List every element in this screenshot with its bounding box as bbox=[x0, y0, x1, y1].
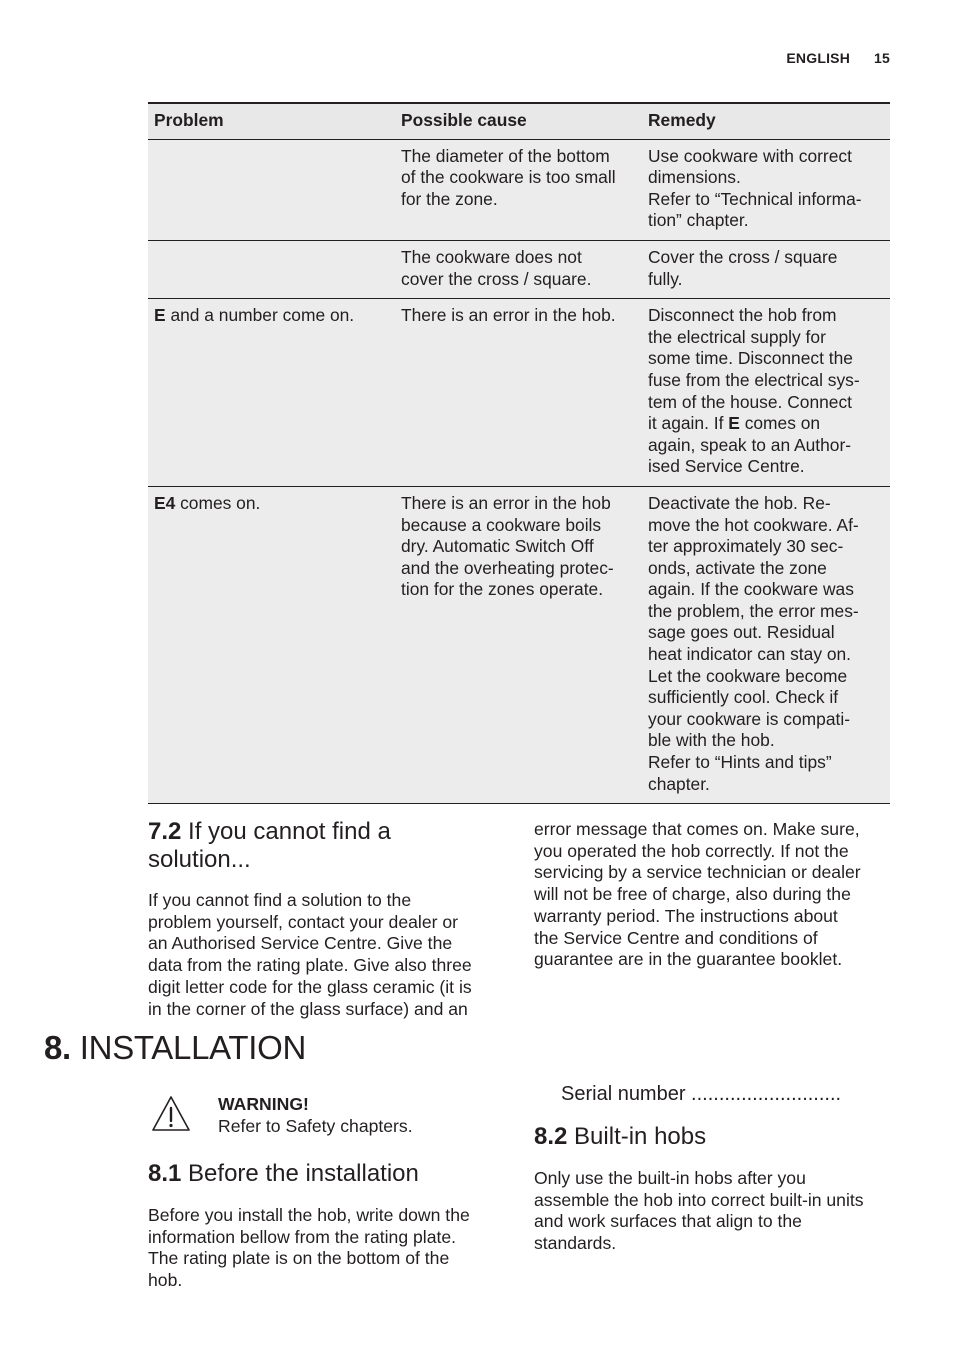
body-line: will not be free of charge, also during the bbox=[534, 884, 851, 905]
section-title: solution... bbox=[148, 846, 251, 873]
troubleshooting-table bbox=[148, 102, 890, 804]
remedy-line: onds, activate the zone bbox=[648, 557, 827, 578]
remedy-line: Refer to “Hints and tips” bbox=[648, 752, 832, 773]
chapter-heading bbox=[44, 1028, 306, 1068]
remedy-line: Deactivate the hob. Re- bbox=[648, 492, 831, 513]
section-body bbox=[148, 890, 498, 1020]
remedy-line: sufficiently cool. Check if bbox=[648, 687, 839, 708]
warning-message: Refer to Safety chapters. bbox=[218, 1115, 413, 1136]
error-code: E bbox=[728, 413, 740, 434]
section-number: 8.1 bbox=[148, 1160, 182, 1187]
remedy-line: Refer to “Technical informa- bbox=[648, 188, 862, 209]
section-heading bbox=[148, 818, 498, 874]
warning-triangle-icon bbox=[150, 1094, 192, 1134]
section-number: 8.2 bbox=[534, 1123, 568, 1150]
body-line: and work surfaces that align to the bbox=[534, 1211, 802, 1232]
body-line: standards. bbox=[534, 1233, 617, 1254]
body-line: problem yourself, contact your dealer or bbox=[148, 911, 458, 932]
remedy-cell bbox=[642, 486, 890, 803]
remedy-line: sage goes out. Residual bbox=[648, 622, 835, 643]
column-header-remedy: Remedy bbox=[642, 103, 890, 139]
table-row bbox=[148, 139, 890, 240]
remedy-line: ble with the hob. bbox=[648, 730, 775, 751]
remedy-line: the electrical supply for bbox=[648, 326, 826, 347]
cause-line: The cookware does not bbox=[401, 246, 582, 267]
body-line: Before you install the hob, write down the bbox=[148, 1205, 470, 1225]
table-row bbox=[148, 486, 890, 803]
remedy-line: some time. Disconnect the bbox=[648, 348, 853, 369]
warning-title: WARNING! bbox=[218, 1094, 309, 1114]
cause-line: tion for the zones operate. bbox=[401, 579, 604, 600]
page-number: 15 bbox=[874, 50, 890, 66]
cause-line: because a cookware boils bbox=[401, 514, 602, 535]
remedy-line: tion” chapter. bbox=[648, 210, 749, 231]
section-heading bbox=[534, 1123, 894, 1151]
cause-line: dry. Automatic Switch Off bbox=[401, 536, 594, 557]
cause-cell bbox=[395, 486, 642, 803]
language-label: ENGLISH bbox=[786, 50, 851, 66]
body-line: the Service Centre and conditions of bbox=[534, 927, 818, 948]
cause-cell bbox=[395, 139, 642, 240]
chapter-number: 8. bbox=[44, 1029, 71, 1066]
remedy-line: heat indicator can stay on. bbox=[648, 644, 852, 665]
cause-cell bbox=[395, 240, 642, 298]
body-line: Only use the built-in hobs after you bbox=[534, 1168, 806, 1188]
cause-line: cover the cross / square. bbox=[401, 268, 592, 289]
section-7-2-continued bbox=[534, 819, 894, 971]
body-line: guarantee are in the guarantee booklet. bbox=[534, 949, 843, 970]
serial-number-field: Serial number ........................... bbox=[561, 1083, 842, 1105]
remedy-line: again, speak to an Author- bbox=[648, 434, 852, 455]
cause-line: There is an error in the hob. bbox=[401, 305, 616, 326]
table-row bbox=[148, 240, 890, 298]
cause-cell bbox=[395, 299, 642, 487]
section-heading bbox=[148, 1160, 508, 1188]
section-body bbox=[534, 1168, 894, 1255]
body-line: error message that comes on. Make sure, bbox=[534, 819, 860, 839]
remedy-line: Let the cookware become bbox=[648, 665, 848, 686]
problem-cell bbox=[148, 240, 395, 298]
remedy-line: Cover the cross / square bbox=[648, 246, 838, 267]
warning-text bbox=[218, 1094, 413, 1137]
cause-line: for the zone. bbox=[401, 188, 498, 209]
problem-cell bbox=[148, 139, 395, 240]
body-line: servicing by a service technician or dealer bbox=[534, 862, 861, 883]
problem-code: E4 bbox=[154, 492, 176, 513]
section-title: If you cannot find a bbox=[181, 818, 391, 845]
table-row bbox=[148, 299, 890, 487]
remedy-line: ter approximately 30 sec- bbox=[648, 536, 844, 557]
remedy-line: fuse from the electrical sys- bbox=[648, 369, 860, 390]
body-line: data from the rating plate. Give also three bbox=[148, 955, 472, 976]
remedy-line: Use cookware with correct bbox=[648, 145, 852, 166]
problem-cell bbox=[148, 486, 395, 803]
remedy-cell bbox=[642, 240, 890, 298]
cause-line: and the overheating protec- bbox=[401, 557, 614, 578]
body-line: warranty period. The instructions about bbox=[534, 905, 838, 926]
body-line: digit letter code for the glass ceramic (it is bbox=[148, 976, 472, 997]
remedy-line: again. If the cookware was bbox=[648, 579, 854, 600]
problem-text: and a number come on. bbox=[165, 305, 355, 326]
cause-line: There is an error in the hob bbox=[401, 492, 611, 513]
remedy-line: ised Service Centre. bbox=[648, 456, 805, 477]
cause-line: of the cookware is too small bbox=[401, 167, 616, 188]
problem-text: comes on. bbox=[175, 492, 261, 513]
body-line: in the corner of the glass surface) and an bbox=[148, 998, 468, 1019]
body-line: information bellow from the rating plate. bbox=[148, 1226, 457, 1247]
remedy-line: Disconnect the hob from bbox=[648, 305, 837, 326]
body-line: an Authorised Service Centre. Give the bbox=[148, 933, 453, 954]
body-line: you operated the hob correctly. If not the bbox=[534, 840, 849, 861]
body-line: If you cannot find a solution to the bbox=[148, 890, 412, 910]
column-header-problem: Problem bbox=[148, 103, 395, 139]
section-body bbox=[148, 1205, 508, 1292]
cause-line: The diameter of the bottom bbox=[401, 145, 610, 166]
body-line: The rating plate is on the bottom of the bbox=[148, 1248, 450, 1269]
section-title: Before the installation bbox=[181, 1160, 419, 1187]
remedy-text: it again. If bbox=[648, 413, 729, 434]
remedy-line: tem of the house. Connect bbox=[648, 391, 852, 412]
section-7-2 bbox=[148, 818, 498, 1020]
table-header-row bbox=[148, 103, 890, 139]
section-number: 7.2 bbox=[148, 818, 182, 845]
remedy-line: your cookware is compati- bbox=[648, 708, 850, 729]
column-header-cause: Possible cause bbox=[395, 103, 642, 139]
remedy-text: comes on bbox=[739, 413, 821, 434]
section-title: Built-in hobs bbox=[567, 1123, 707, 1150]
remedy-cell bbox=[642, 299, 890, 487]
chapter-title: INSTALLATION bbox=[70, 1029, 307, 1066]
remedy-line: move the hot cookware. Af- bbox=[648, 514, 859, 535]
section-8-1 bbox=[148, 1160, 508, 1292]
remedy-line: chapter. bbox=[648, 773, 710, 794]
remedy-cell bbox=[642, 139, 890, 240]
problem-cell bbox=[148, 299, 395, 487]
problem-code: E bbox=[154, 305, 166, 326]
section-8-2 bbox=[534, 1123, 894, 1255]
page-header bbox=[786, 50, 890, 66]
body-line: hob. bbox=[148, 1270, 183, 1291]
remedy-line: dimensions. bbox=[648, 167, 741, 188]
remedy-line bbox=[648, 413, 884, 435]
body-line: assemble the hob into correct built-in units bbox=[534, 1189, 864, 1210]
remedy-line: the problem, the error mes- bbox=[648, 600, 859, 621]
remedy-line: fully. bbox=[648, 268, 683, 289]
